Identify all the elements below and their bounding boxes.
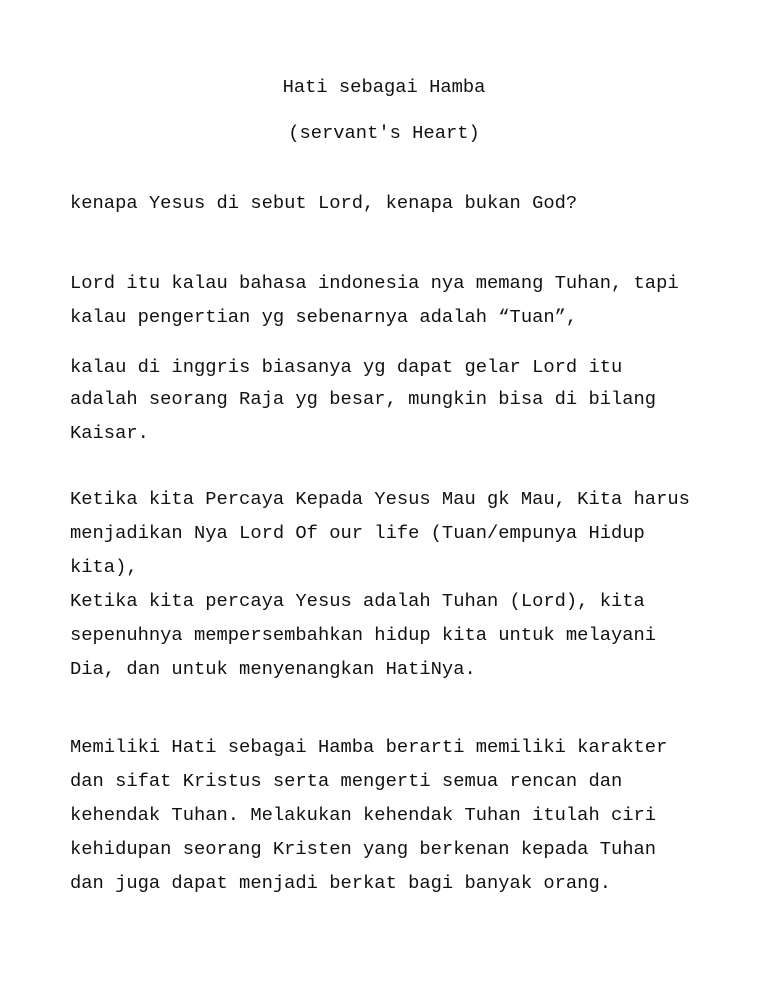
paragraph-line: kehendak Tuhan. Melakukan kehendak Tuhan itulah ciri xyxy=(70,804,657,826)
paragraph-line: kita), xyxy=(70,556,138,578)
paragraph-line: kalau pengertian yg sebenarnya adalah “Tuan”, xyxy=(70,306,578,328)
paragraph-line: kalau di inggris biasanya yg dapat gelar Lord itu xyxy=(70,356,623,378)
paragraph-line: sepenuhnya mempersembahkan hidup kita untuk melayani xyxy=(70,624,657,646)
question-line: kenapa Yesus di sebut Lord, kenapa bukan God? xyxy=(70,192,578,214)
paragraph-line: adalah seorang Raja yg besar, mungkin bisa di bilang xyxy=(70,388,657,410)
document-subtitle: (servant's Heart) xyxy=(288,122,480,144)
paragraph-line: Ketika kita percaya Yesus adalah Tuhan (Lord), kita xyxy=(70,590,645,612)
paragraph-line: dan juga dapat menjadi berkat bagi banyak orang. xyxy=(70,872,611,894)
paragraph-line: Memiliki Hati sebagai Hamba berarti memiliki karakter xyxy=(70,736,668,758)
paragraph-line: Kaisar. xyxy=(70,422,149,444)
paragraph-line: dan sifat Kristus serta mengerti semua rencan dan xyxy=(70,770,623,792)
paragraph-line: menjadikan Nya Lord Of our life (Tuan/empunya Hidup xyxy=(70,522,645,544)
document-title: Hati sebagai Hamba xyxy=(282,76,486,98)
paragraph-line: Ketika kita Percaya Kepada Yesus Mau gk Mau, Kita harus xyxy=(70,488,690,510)
paragraph-line: Dia, dan untuk menyenangkan HatiNya. xyxy=(70,658,476,680)
paragraph-line: Lord itu kalau bahasa indonesia nya memang Tuhan, tapi xyxy=(70,272,679,294)
paragraph-line: kehidupan seorang Kristen yang berkenan kepada Tuhan xyxy=(70,838,657,860)
